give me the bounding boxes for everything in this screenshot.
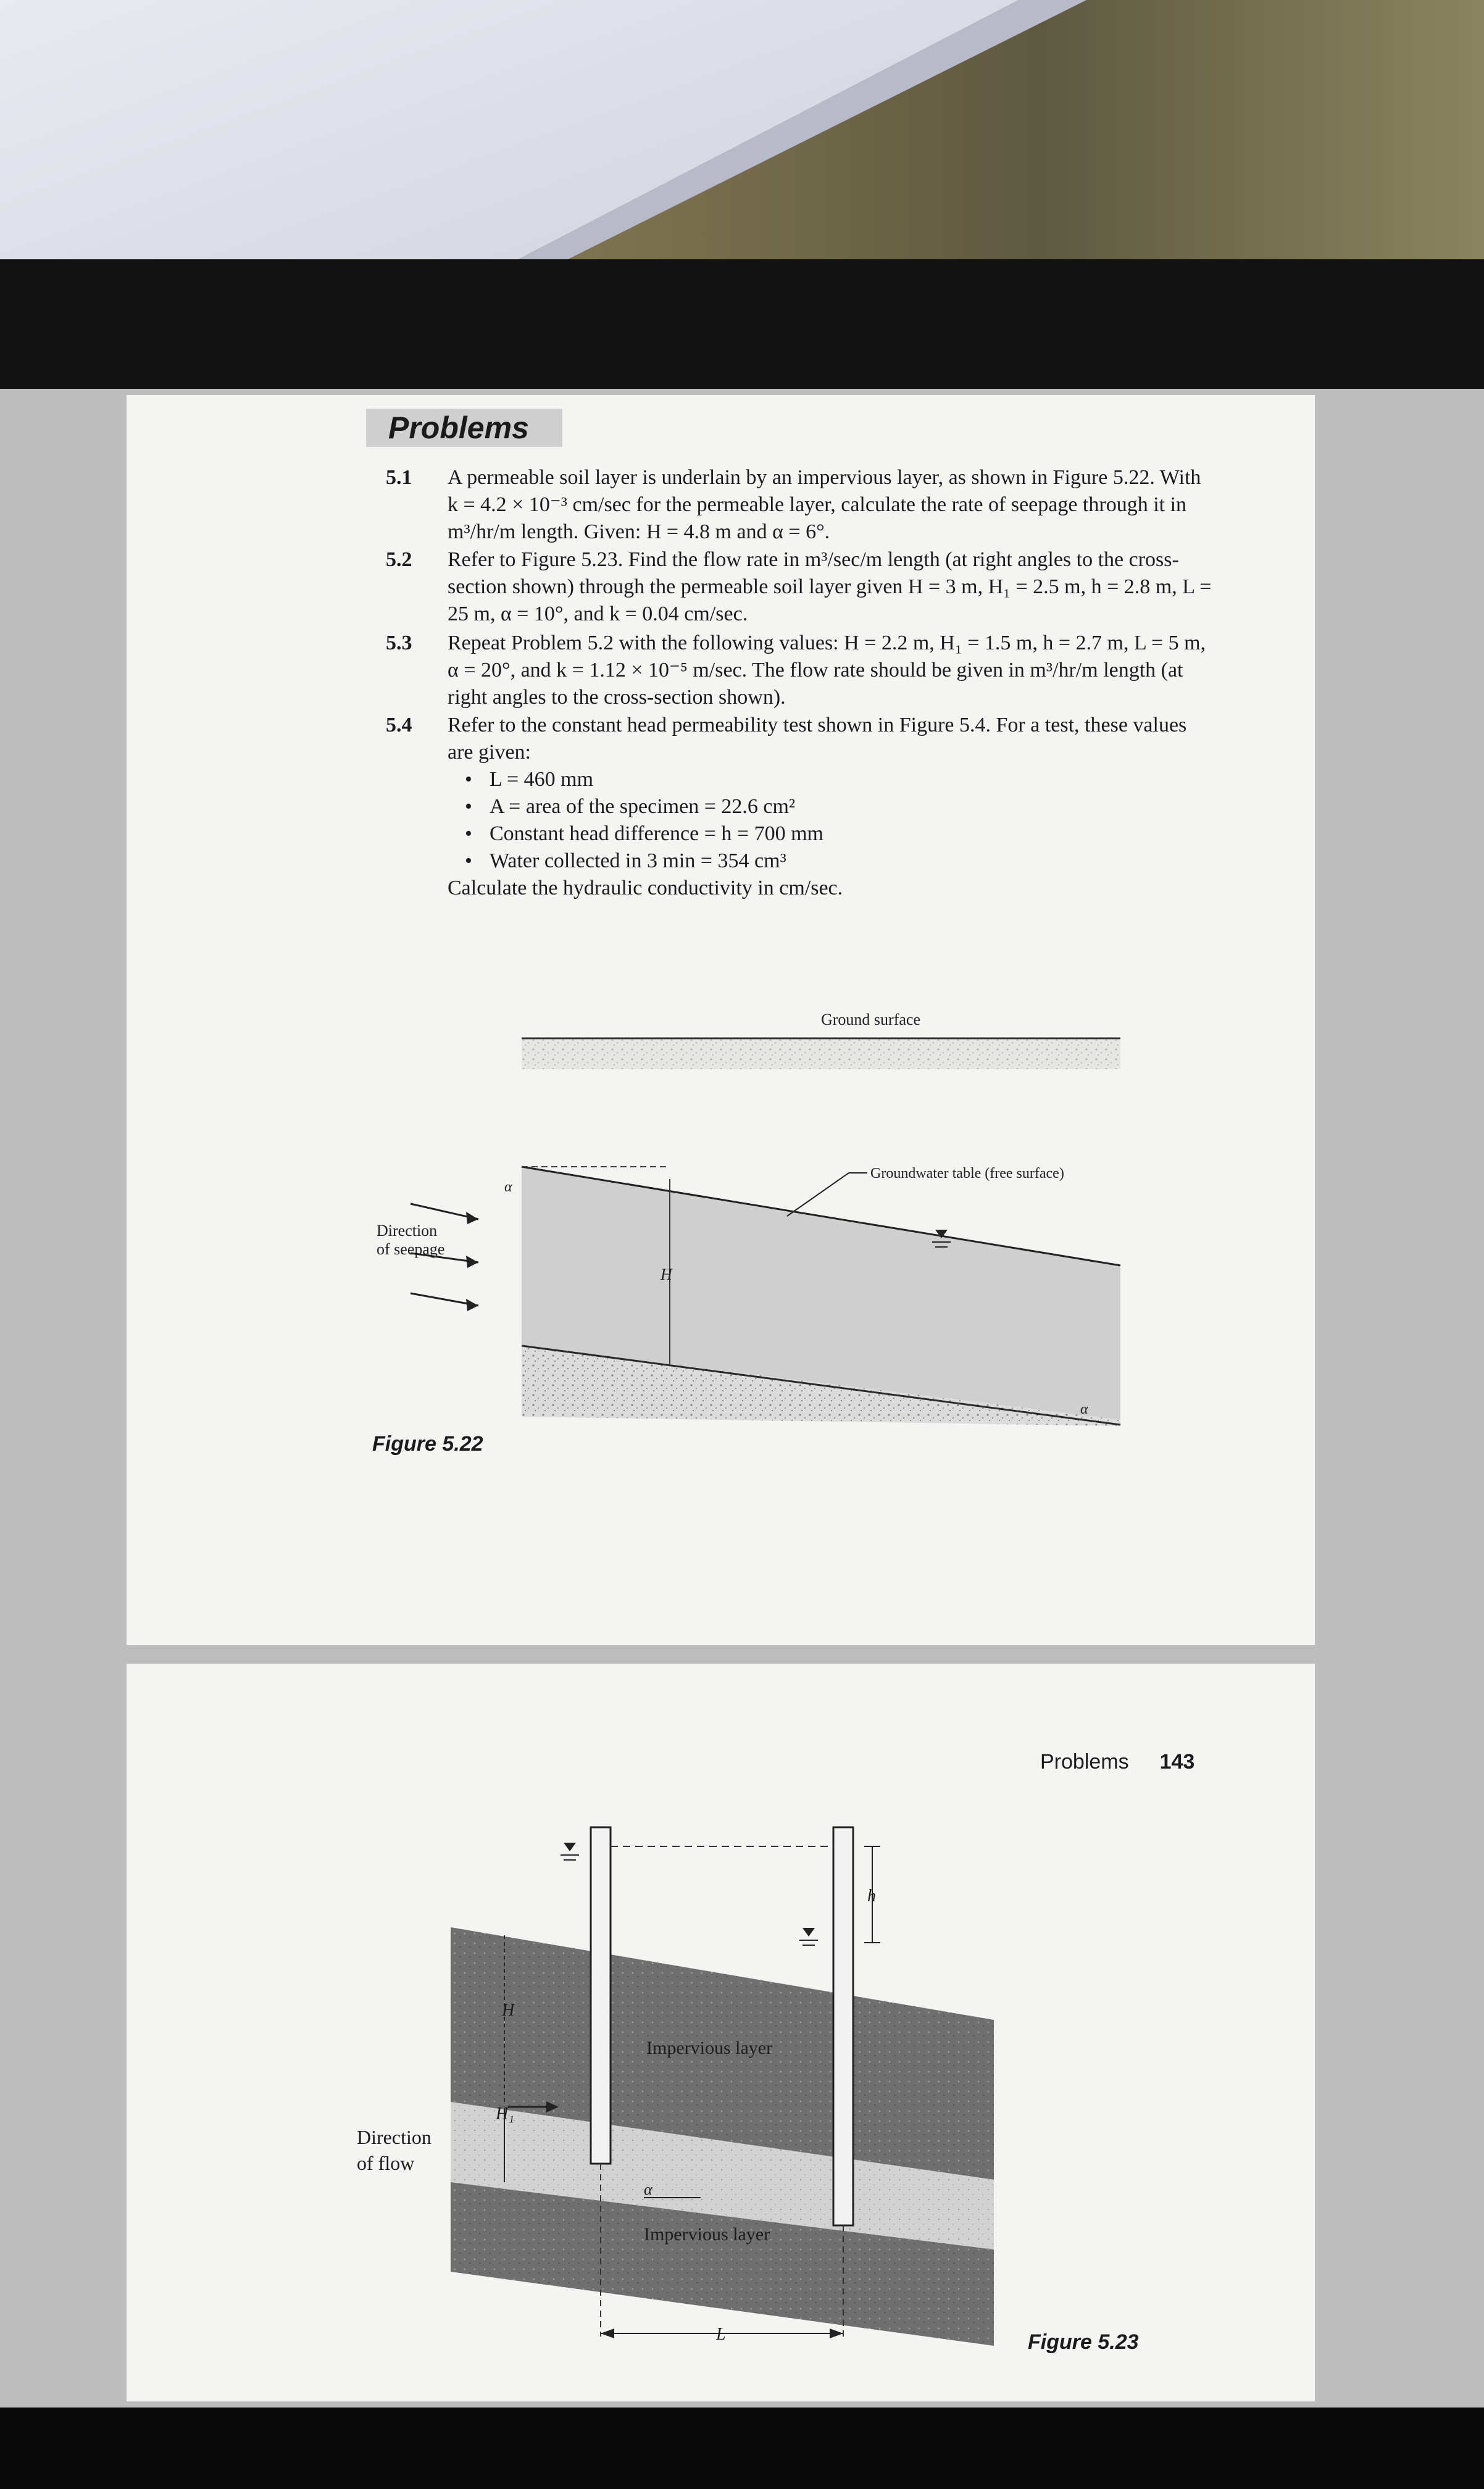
seepage-direction-label: Direction xyxy=(377,1222,438,1240)
figure-5-22-diagram xyxy=(127,395,1315,1645)
water-level-marker-icon xyxy=(802,1928,815,1937)
page-title: Problems xyxy=(366,409,562,447)
alpha-label: α xyxy=(644,2180,652,2198)
problem-text: Repeat Problem 5.2 with the following values: H = 2.2 m, H₁ = 1.5 m, h = 2.7 m, L = 5 m, α = 20°, and k = 1.12 × 10⁻⁵ m/sec. The flow rate should be given in m³/hr/m length (at right angles to the cross-section shown). xyxy=(448,632,1206,709)
figure-5-23-diagram xyxy=(127,1664,1315,2401)
figure-caption: Figure 5.22 xyxy=(372,1432,483,1456)
impervious-layer-label: Impervious layer xyxy=(646,2038,773,2058)
alpha-label: α xyxy=(1080,1401,1088,1417)
flow-direction-label: Direction xyxy=(357,2126,431,2148)
problem-number: 5.4 xyxy=(386,714,412,736)
tablet-bezel-top xyxy=(0,259,1484,389)
problem-number: 5.1 xyxy=(386,466,412,489)
problem-text: Refer to the constant head permeability test shown in Figure 5.4. For a test, these values are given: xyxy=(448,714,1187,764)
problem-text: A permeable soil layer is underlain by an impervious layer, as shown in Figure 5.22. With k = 4.2 × 10⁻³ cm/sec for the permeable layer, calculate the rate of seepage through it in m³/hr/m length. Given: H = 4.8 m and α = 6°. xyxy=(448,466,1201,543)
L-label: L xyxy=(716,2325,726,2344)
bullet-item: • Water collected in 3 min = 354 cm³ xyxy=(465,848,1213,875)
textbook-page-143 xyxy=(127,1664,1315,2401)
H-label: H xyxy=(502,2001,515,2020)
bullet-item: • A = area of the specimen = 22.6 cm² xyxy=(465,793,1213,820)
problem-number: 5.3 xyxy=(386,632,412,654)
piezometer-left xyxy=(591,1827,611,2164)
running-header-title: Problems xyxy=(1040,1750,1129,1774)
seepage-direction-label: of seepage xyxy=(377,1240,445,1258)
textbook-page-problems xyxy=(127,395,1315,1645)
tablet-bezel-bottom xyxy=(0,2408,1484,2489)
h-label: h xyxy=(867,1887,876,1906)
water-level-marker-icon xyxy=(564,1843,576,1851)
problem-number: 5.2 xyxy=(386,548,412,571)
figure-caption: Figure 5.23 xyxy=(1028,2330,1139,2354)
flow-direction-label: of flow xyxy=(357,2152,415,2174)
problem-final-line: Calculate the hydraulic conductivity in cm/sec. xyxy=(448,877,843,899)
h-dimension-label: H xyxy=(661,1265,672,1283)
bullet-item: • Constant head difference = h = 700 mm xyxy=(465,820,1213,848)
ground-surface-label: Ground surface xyxy=(821,1011,920,1028)
ground-surface-band xyxy=(522,1040,1120,1069)
piezometer-right xyxy=(833,1827,853,2225)
bullet-item: • L = 460 mm xyxy=(465,766,1213,793)
impervious-layer-label: Impervious layer xyxy=(644,2224,770,2245)
groundwater-leader-line xyxy=(787,1173,867,1216)
groundwater-table-label: Groundwater table (free surface) xyxy=(870,1165,1064,1182)
page-number: 143 xyxy=(1159,1750,1195,1774)
alpha-label: α xyxy=(504,1179,512,1195)
H1-label: H₁ xyxy=(496,2104,514,2124)
problem-text: Refer to Figure 5.23. Find the flow rate in m³/sec/m length (at right angles to the cross-section shown) through the permeable soil layer given H = 3 m, H₁ = 2.5 m, h = 2.8 m, L = 25 m, α = 10°, and k = 0.04 cm/sec. xyxy=(448,548,1212,625)
